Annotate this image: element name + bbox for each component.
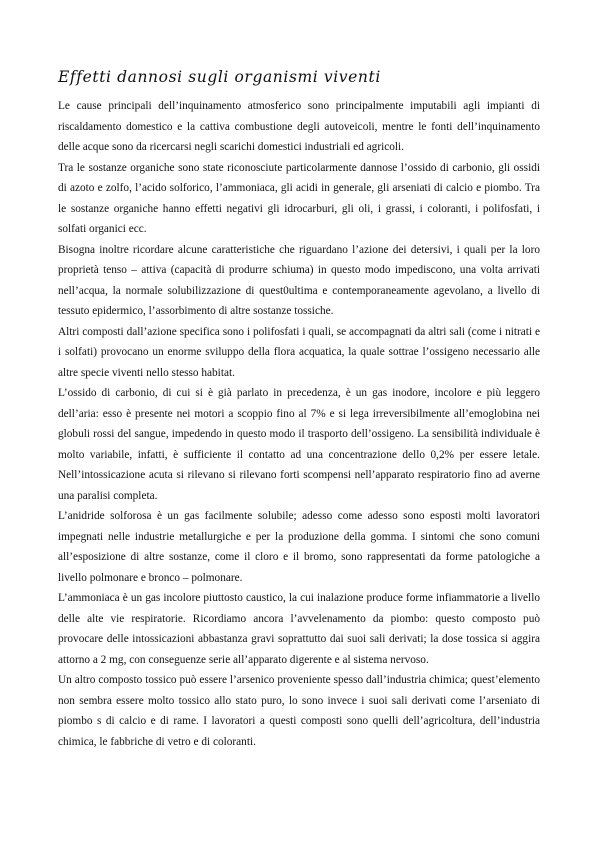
paragraph: Le cause principali dell’inquinamento atmosferico sono principalmente imputabili agli impianti di riscaldamento domestico e la cattiva combustione degli autoveicoli, mentre le fonti dell’inquinamento delle acque sono da ricercarsi negli scarichi domestici industriali ed agricoli. — [58, 100, 540, 153]
paragraph: Tra le sostanze organiche sono state riconosciute particolarmente dannose l’ossido di carbonio, gli ossidi di azoto e zolfo, l’acido solforico, l’ammoniaca, gli acidi in generale, gli arseniati di calcio e piombo. Tra le sostanze organiche hanno effetti negativi gli idrocarburi, gli oli, i grassi, i coloranti, i polifosfati, i solfati organici ecc. — [58, 161, 540, 235]
paragraph: Un altro composto tossico può essere l’arsenico proveniente spesso dall’industria chimica; quest’elemento non sembra essere molto tossico allo stato puro, lo sono invece i suoi sali derivati come l’arseniato di piombo s di calcio e di rame. I lavoratori a questi composti sono quelli dell’agricoltura, dell’industria chimica, le fabbriche di vetro e di coloranti. — [58, 674, 540, 748]
paragraph: L’ossido di carbonio, di cui si è già parlato in precedenza, è un gas inodore, incolore e più leggero dell’aria: esso è presente nei motori a scoppio fino al 7% e si lega irreversibilmente all’emoglobina nei globuli rossi del sangue, impedendo in questo modo il trasporto dell’ossigeno. La sensibilità individuale è molto variabile, infatti, è sufficiente il contatto ad una concentrazione dello 0,2% per essere letale. Nell’intossicazione acuta si rilevano si rilevano forti scompensi nell’apparato respiratorio fino ad averne una paralisi completa. — [58, 387, 540, 502]
paragraph: L’ammoniaca è un gas incolore piuttosto caustico, la cui inalazione produce forme infiammatorie a livello delle alte vie respiratorie. Ricordiamo ancora l’avvelenamento da piombo: questo composto può provocare delle intossicazioni abbastanza gravi soprattutto dai suoi sali derivati; la dose tossica si aggira attorno a 2 mg, con conseguenze serie all’apparato digerente e al sistema nervoso. — [58, 592, 540, 666]
document-title: Effetti dannosi sugli organismi viventi — [58, 68, 381, 86]
paragraph: L’anidride solforosa è un gas facilmente solubile; adesso come adesso sono esposti molti lavoratori impegnati nelle industrie metallurgiche e per la produzione della gomma. I sintomi che sono comuni all’esposizione di altre sostanze, come il cloro e il bromo, sono rappresentati da forme patologiche a livello polmonare e bronco – polmonare. — [58, 510, 540, 584]
paragraph: Altri composti dall’azione specifica sono i polifosfati i quali, se accompagnati da altri sali (come i nitrati e i solfati) provocano un enorme sviluppo della flora acquatica, la quale sottrae l’ossigeno necessario alle altre specie viventi nello stesso habitat. — [58, 325, 540, 379]
paragraph: Bisogna inoltre ricordare alcune caratteristiche che riguardano l’azione dei detersivi, i quali per la loro proprietà tenso – attiva (capacità di produrre schiuma) in questo modo impediscono, una volta arrivati nell’acqua, la normale solubilizzazione di quest0ultima e contemporaneamente agevolano, a livello di tessuto epidermico, l’assorbimento di altre sostanze tossiche. — [58, 243, 540, 317]
document-body — [58, 96, 540, 752]
